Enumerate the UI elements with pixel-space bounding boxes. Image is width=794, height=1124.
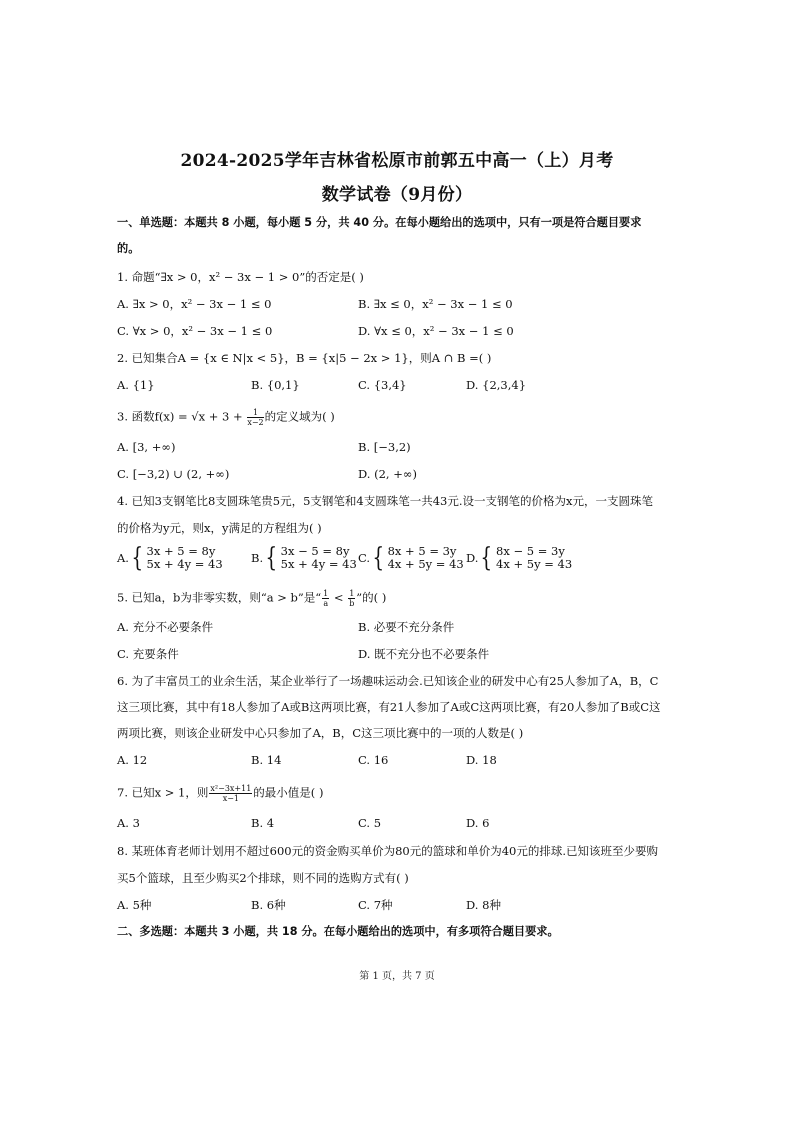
q4-a-eq1: 3x + 5 = 8y xyxy=(146,544,216,558)
q5-less-than: < xyxy=(330,590,348,605)
q8-option-c: C. 7种 xyxy=(358,898,393,912)
q4-option-c-label: C. xyxy=(358,551,371,565)
q7-stem xyxy=(117,784,323,803)
q6-stem-line3: 两项比赛，则该企业研发中心只参加了A，B，C这三项比赛中的一项的人数是( ) xyxy=(117,726,524,740)
q6-stem-line1: 6. 为了丰富员工的业余生活，某企业举行了一场趣味运动会.已知该企业的研发中心有25人参加了A，B，C xyxy=(117,674,659,688)
q4-stem-line1: 4. 已知3支钢笔比8支圆珠笔贵5元，5支钢笔和4支圆珠笔一共43元.设一支钢笔的价格为x元，一支圆珠笔 xyxy=(117,494,653,508)
q8-option-d: D. 8种 xyxy=(466,898,501,912)
brace-icon: { xyxy=(131,543,144,573)
q2-option-d: D. {2,3,4} xyxy=(466,378,527,392)
q8-stem-line2: 买5个篮球，且至少购买2个排球，则不同的选购方式有( ) xyxy=(117,871,409,885)
q3-stem-pre: 3. 函数f(x) = √x + 3 + xyxy=(117,409,247,424)
q2-option-a: A. {1} xyxy=(117,378,155,392)
q3-fraction-den: x−2 xyxy=(247,418,264,427)
q4-c-eq1: 8x + 5 = 3y xyxy=(387,544,457,558)
q7-stem-pre: 7. 已知x > 1，则 xyxy=(117,785,209,800)
q3-stem-post: 的定义域为( ) xyxy=(264,409,335,424)
q7-option-c: C. 5 xyxy=(358,816,382,830)
q7-option-d: D. 6 xyxy=(466,816,490,830)
q1-option-c: C. ∀x > 0，x² − 3x − 1 ≤ 0 xyxy=(117,324,273,338)
section1-instructions: 一、单选题：本题共 8 小题，每小题 5 分，共 40 分。在每小题给出的选项中，只有一项是符合题目要求 xyxy=(117,216,642,229)
section2-instructions: 二、多选题：本题共 3 小题，共 18 分。在每小题给出的选项中，有多项符合题目要求。 xyxy=(117,925,559,938)
q4-a-eq2: 5x + 4y = 43 xyxy=(146,557,223,571)
exam-subtitle: 数学试卷（9月份） xyxy=(321,185,473,205)
q4-option-d xyxy=(466,545,572,571)
q8-option-b: B. 6种 xyxy=(251,898,286,912)
q4-b-eq1: 3x − 5 = 8y xyxy=(280,544,350,558)
brace-icon: { xyxy=(372,543,385,573)
q8-stem-line1: 8. 某班体育老师计划用不超过600元的资金购买单价为80元的篮球和单价为40元的排球.已知该班至少要购 xyxy=(117,844,658,858)
q6-option-a: A. 12 xyxy=(117,753,148,767)
q4-option-c xyxy=(358,545,464,571)
q4-c-eq2: 4x + 5y = 43 xyxy=(387,557,464,571)
q5-stem-post: ”的( ) xyxy=(356,590,387,605)
q4-option-a xyxy=(117,545,223,571)
q2-option-c: C. {3,4} xyxy=(358,378,407,392)
q3-option-d: D. (2, +∞) xyxy=(358,467,417,481)
q5-stem-pre: 5. 已知a，b为非零实数，则“a > b”是“ xyxy=(117,590,322,605)
q1-option-b: B. ∃x ≤ 0，x² − 3x − 1 ≤ 0 xyxy=(358,297,513,311)
q4-stem-line2: 的价格为y元，则x，y满足的方程组为( ) xyxy=(117,521,322,535)
q4-b-eq2: 5x + 4y = 43 xyxy=(280,557,357,571)
q1-stem: 1. 命题“∃x > 0，x² − 3x − 1 > 0”的否定是( ) xyxy=(117,270,364,284)
q3-option-b: B. [−3,2) xyxy=(358,440,411,454)
q4-option-b-label: B. xyxy=(251,551,264,565)
q6-option-b: B. 14 xyxy=(251,753,282,767)
q3-option-c: C. [−3,2) ∪ (2, +∞) xyxy=(117,467,230,481)
section1-instructions-cont: 的。 xyxy=(117,242,140,255)
q7-fraction-den: x−1 xyxy=(222,794,239,803)
q5-option-b: B. 必要不充分条件 xyxy=(358,620,455,634)
q3-option-a: A. [3, +∞) xyxy=(117,440,176,454)
q5-fraction-1-den: a xyxy=(323,599,329,608)
q3-fraction-num: 1 xyxy=(247,408,263,418)
q6-stem-line2: 这三项比赛，其中有18人参加了A或B这两项比赛，有21人参加了A或C这两项比赛，有20人参加了B或C这 xyxy=(117,700,661,714)
q7-option-b: B. 4 xyxy=(251,816,275,830)
q5-fraction-2 xyxy=(348,589,355,608)
q5-stem xyxy=(117,589,386,608)
q7-stem-post: 的最小值是( ) xyxy=(253,785,324,800)
q5-fraction-2-num: 1 xyxy=(349,589,355,598)
q8-option-a: A. 5种 xyxy=(117,898,152,912)
q5-option-d: D. 既不充分也不必要条件 xyxy=(358,647,490,661)
q5-fraction-2-den: b xyxy=(349,599,355,608)
q2-option-b: B. {0,1} xyxy=(251,378,300,392)
q4-d-eq2: 4x + 5y = 43 xyxy=(496,557,573,571)
q6-option-d: D. 18 xyxy=(466,753,497,767)
q4-option-d-label: D. xyxy=(466,551,479,565)
q2-stem: 2. 已知集合A = {x ∈ N|x < 5}，B = {x|5 − 2x > 1}，则A ∩ B =( ) xyxy=(117,351,492,365)
q4-option-a-label: A. xyxy=(117,551,129,565)
q4-option-b xyxy=(251,545,357,571)
q7-option-a: A. 3 xyxy=(117,816,140,830)
q5-option-a: A. 充分不必要条件 xyxy=(117,620,214,634)
q5-fraction-1 xyxy=(322,589,329,608)
q1-option-d: D. ∀x ≤ 0，x² − 3x − 1 ≤ 0 xyxy=(358,324,514,338)
q1-option-a: A. ∃x > 0，x² − 3x − 1 ≤ 0 xyxy=(117,297,272,311)
q5-option-c: C. 充要条件 xyxy=(117,647,179,661)
q3-fraction xyxy=(247,408,263,427)
q7-fraction-num: x²−3x+11 xyxy=(210,784,252,793)
q5-fraction-1-num: 1 xyxy=(323,589,329,598)
brace-icon: { xyxy=(265,543,278,573)
brace-icon: { xyxy=(480,543,493,573)
exam-title: 2024-2025学年吉林省松原市前郭五中高一（上）月考 xyxy=(180,151,614,171)
q3-stem xyxy=(117,408,335,427)
q4-d-eq1: 8x − 5 = 3y xyxy=(496,544,565,558)
page-footer: 第 1 页，共 7 页 xyxy=(359,971,435,982)
q7-fraction xyxy=(209,784,252,803)
q6-option-c: C. 16 xyxy=(358,753,389,767)
